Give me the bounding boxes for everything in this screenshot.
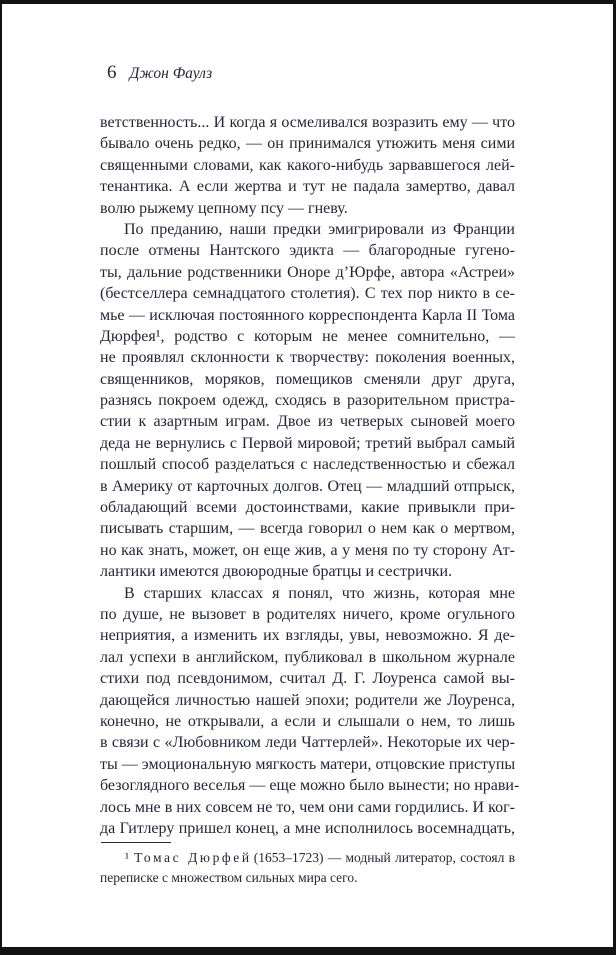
text-line: дающейся личностью нашей эпохи; родители же Лоуренса, — [100, 691, 515, 709]
text-line: да Гитлеру пришел конец, а мне исполнилось восемнадцать, — [100, 819, 515, 837]
text-line: волю рыжему цепному псу — гневу. — [100, 199, 348, 217]
text-line: деда не вернулись с Первой мировой; третий выбрал самый — [100, 434, 515, 452]
text-line: лантики имеются двоюродные братцы и сестрички. — [100, 563, 453, 581]
running-header — [100, 62, 515, 86]
text-line: тенантика. А если жертва и тут не падала замертво, давал — [100, 178, 515, 196]
text-line: священными словами, как какого-нибудь зарвавшегося лей- — [100, 156, 515, 174]
text-line: мье — исключая постоянного корреспондента Карла II Тома — [100, 306, 515, 324]
running-header-author: Джон Фаулз — [129, 65, 213, 82]
text-line: В старших классах я понял, что жизнь, которая мне — [124, 584, 515, 602]
footnote-marker: ¹ — [125, 850, 130, 866]
footnote — [100, 842, 515, 887]
footnote-line — [100, 848, 515, 868]
text-line: ветственность... И когда я осмеливался возразить ему — что — [100, 114, 515, 131]
text-line: не проявлял склонности к творчеству: поколения военных, — [100, 349, 515, 367]
text-line: в Америку от карточных долгов. Отец — младший отпрыск, — [100, 477, 515, 495]
page-number: 6 — [107, 62, 117, 83]
footnote-text: (1653–1723) — модный литератор, состоял в — [253, 850, 515, 866]
text-line: после отмены Нантского эдикта — благородные гугено- — [100, 242, 515, 260]
text-line: бывало очень редко, — он принимался утюжить меня сими — [100, 135, 515, 153]
text-line: ты — эмоциональную мягкость матери, отцовские приступы — [100, 755, 516, 773]
text-line: пошлый способ разделаться с наследственностью и сбежал — [100, 456, 515, 474]
body-text — [100, 112, 520, 839]
text-line: неприятия, а изменить их взгляды, увы, невозможно. Я де- — [100, 627, 515, 645]
text-line: По преданию, наши предки эмигрировали из Франции — [124, 220, 515, 238]
text-line: писывать старшим, — всегда говорил о нем как о мертвом, — [100, 520, 515, 538]
text-line: (бестселлера семнадцатого столетия). С тех пор никто в се- — [100, 285, 515, 303]
text-line: лось мне в них совсем не то, чем они сами гордились. И ког- — [100, 798, 515, 816]
text-line: но как знать, может, он еще жив, а у меня по ту сторону Ат- — [100, 541, 515, 559]
page-content — [100, 62, 520, 887]
footnote-person-name: Томас Дюрфей — [134, 850, 252, 866]
book-page — [2, 4, 613, 947]
text-line: обладающий всеми достоинствами, какие привыкли при- — [100, 499, 515, 517]
text-line: по душе, не вызовет в родителях ничего, кроме огульного — [100, 605, 515, 623]
text-line: конечно, не открывали, а если и слышали о нем, то лишь — [100, 712, 515, 730]
footnote-line: переписке с множеством сильных мира сего. — [100, 869, 358, 885]
footnote-divider — [101, 842, 171, 843]
text-line: безоглядного веселья — еще можно было вынести; но нрави- — [100, 777, 520, 795]
text-line: священников, моряков, помещиков сменяли друг друга, — [100, 370, 515, 388]
text-line: ты, дальние родственники Оноре д’Юрфе, автора «Астреи» — [100, 263, 515, 281]
text-line: разнясь покроем одежд, сходясь в разорительном пристра- — [100, 392, 515, 410]
text-line: лал успехи в английском, публиковал в школьном журнале — [100, 648, 515, 666]
text-line: в связи с «Любовником леди Чаттерлей». Некоторые их чер- — [100, 734, 515, 752]
text-line: стии к азартным играм. Двое из четверых сыновей моего — [100, 413, 515, 431]
text-line: стихи под псевдонимом, считал Д. Г. Лоуренса самой вы- — [100, 670, 515, 688]
text-line: Дюрфея¹, родство с которым не менее сомнительно, — — [100, 327, 515, 345]
